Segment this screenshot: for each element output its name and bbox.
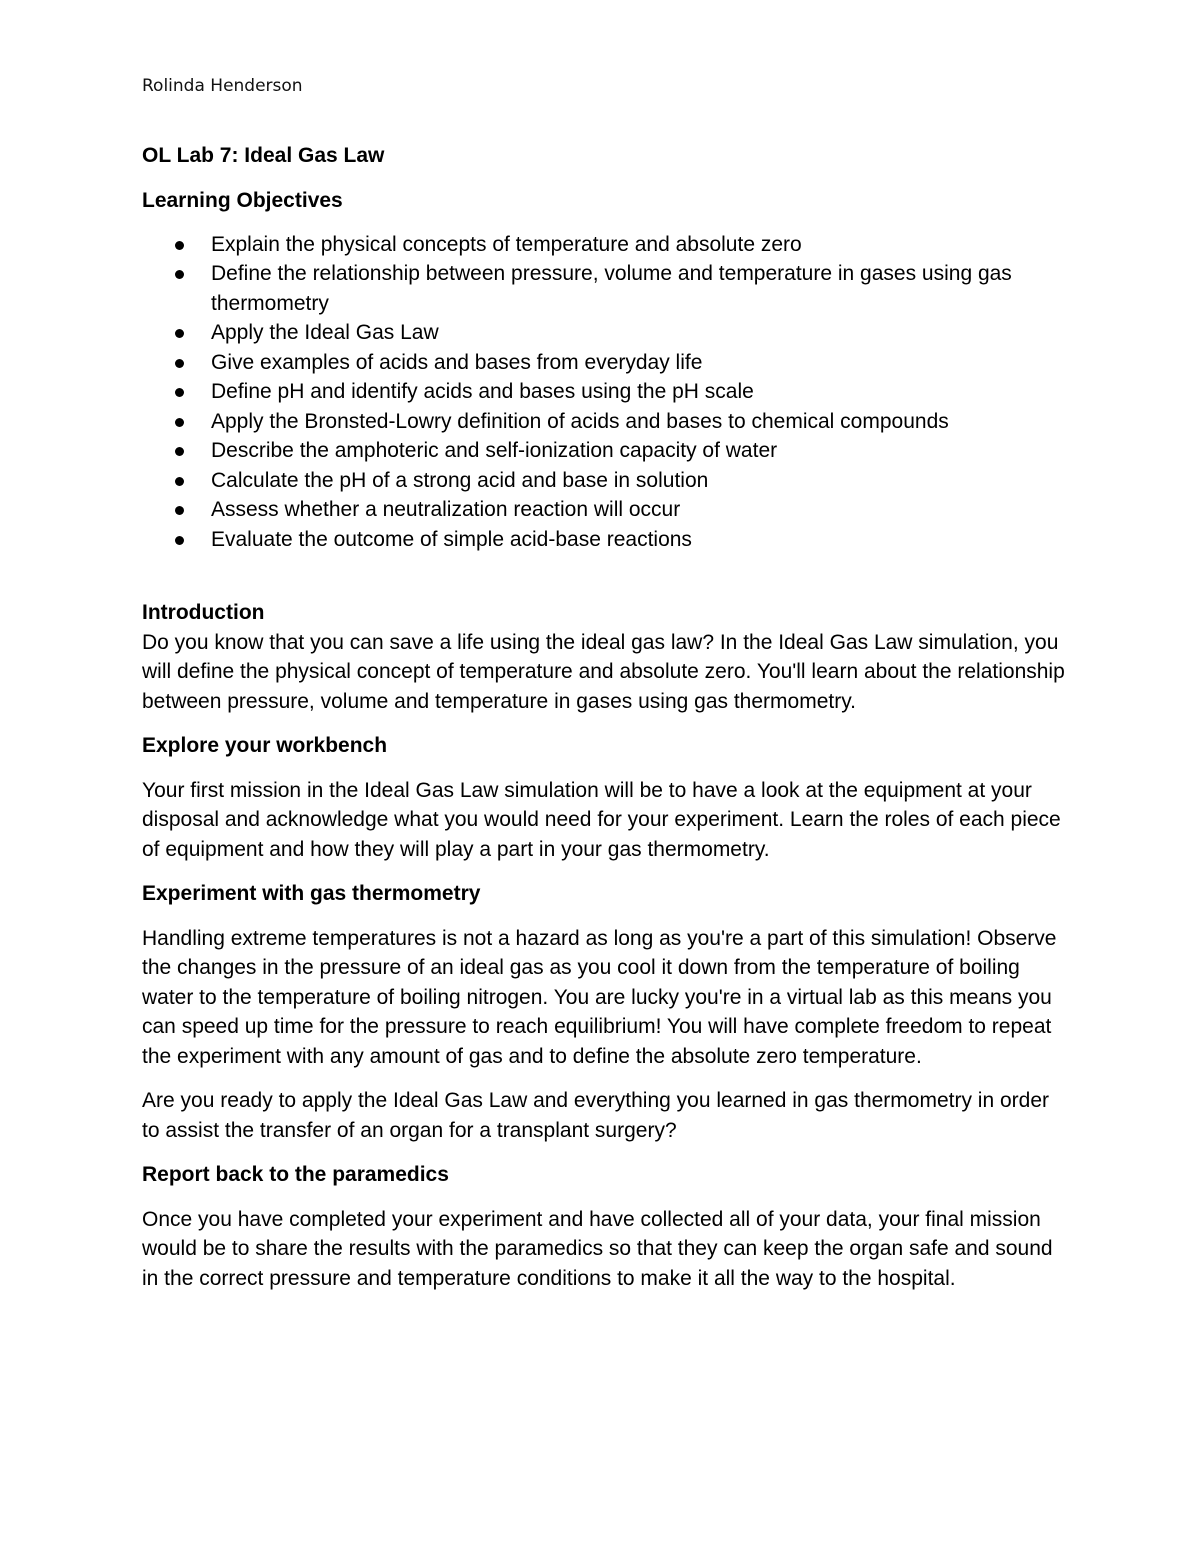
experiment-heading: Experiment with gas thermometry — [142, 882, 481, 905]
report-heading: Report back to the paramedics — [142, 1163, 449, 1186]
workbench-section — [142, 731, 1072, 864]
objective-text: Apply the Ideal Gas Law — [211, 321, 439, 344]
workbench-text: Your first mission in the Ideal Gas Law simulation will be to have a look at the equipment at your disposal and acknowledge what you would need for your experiment. Learn the roles of each piece of equipment and how they will play a part in your gas thermometry. — [142, 778, 1061, 861]
list-item — [142, 230, 1072, 260]
bullet-icon — [175, 477, 184, 486]
bullet-icon — [175, 536, 184, 545]
bullet-icon — [175, 359, 184, 368]
introduction-section — [142, 598, 1072, 716]
introduction-heading: Introduction — [142, 601, 265, 624]
list-item — [142, 377, 1072, 407]
bullet-icon — [175, 506, 184, 515]
introduction-text: Do you know that you can save a life using the ideal gas law? In the Ideal Gas Law simulation, you will define the physical concept of temperature and absolute zero. You'll learn about the relationship between pressure, volume and temperature in gases using gas thermometry. — [142, 630, 1065, 713]
objective-text: Calculate the pH of a strong acid and base in solution — [211, 468, 709, 492]
list-item — [142, 436, 1072, 466]
list-item — [142, 495, 1072, 525]
workbench-heading: Explore your workbench — [142, 734, 388, 757]
objective-text: Evaluate the outcome of simple acid-base reactions — [211, 527, 692, 551]
objective-text: Give examples of acids and bases from everyday life — [211, 350, 703, 374]
list-item — [142, 318, 1072, 348]
list-item — [142, 348, 1072, 378]
objective-text: Define the relationship between pressure, volume and temperature in gases using gas thermometry — [211, 262, 1012, 315]
objectives-heading: Learning Objectives — [142, 189, 343, 212]
author-name: Rolinda Henderson — [142, 76, 303, 96]
list-item — [142, 259, 1072, 318]
objective-text: Explain the physical concepts of temperature and absolute zero — [211, 232, 802, 256]
bullet-icon — [175, 388, 184, 397]
bullet-icon — [175, 329, 184, 338]
report-section — [142, 1160, 1072, 1293]
experiment-question-text: Are you ready to apply the Ideal Gas Law and everything you learned in gas thermometry in order to assist the transfer of an organ for a transplant surgery? — [142, 1089, 1050, 1142]
objective-text: Describe the amphoteric and self-ionization capacity of water — [211, 439, 778, 462]
objective-text: Define pH and identify acids and bases using the pH scale — [211, 380, 754, 403]
report-text: Once you have completed your experiment and have collected all of your data, your final mission would be to share the results with the paramedics so that they can keep the organ safe and sound in the correct pressure and temperature conditions to make it all the way to the hospital. — [142, 1207, 1053, 1290]
document-body — [142, 141, 1072, 1293]
document-title: OL Lab 7: Ideal Gas Law — [142, 144, 385, 167]
experiment-text: Handling extreme temperatures is not a hazard as long as you're a part of this simulation! Observe the changes in the pressure of an ideal gas as you cool it down from the temperature of boiling water to the temperature of boiling nitrogen. You are lucky you're in a virtual lab as this means you can speed up time for the pressure to reach equilibrium! You will have complete freedom to repeat the experiment with any amount of gas and to define the absolute zero temperature. — [142, 926, 1057, 1068]
bullet-icon — [175, 241, 184, 250]
objective-text: Assess whether a neutralization reaction will occur — [211, 498, 681, 521]
objectives-list — [142, 230, 1072, 555]
list-item — [142, 466, 1072, 496]
objective-text: Apply the Bronsted-Lowry definition of acids and bases to chemical compounds — [211, 409, 949, 433]
list-item — [142, 407, 1072, 437]
bullet-icon — [175, 418, 184, 427]
bullet-icon — [175, 447, 184, 456]
experiment-section — [142, 879, 1072, 1145]
bullet-icon — [175, 270, 184, 279]
list-item — [142, 525, 1072, 555]
